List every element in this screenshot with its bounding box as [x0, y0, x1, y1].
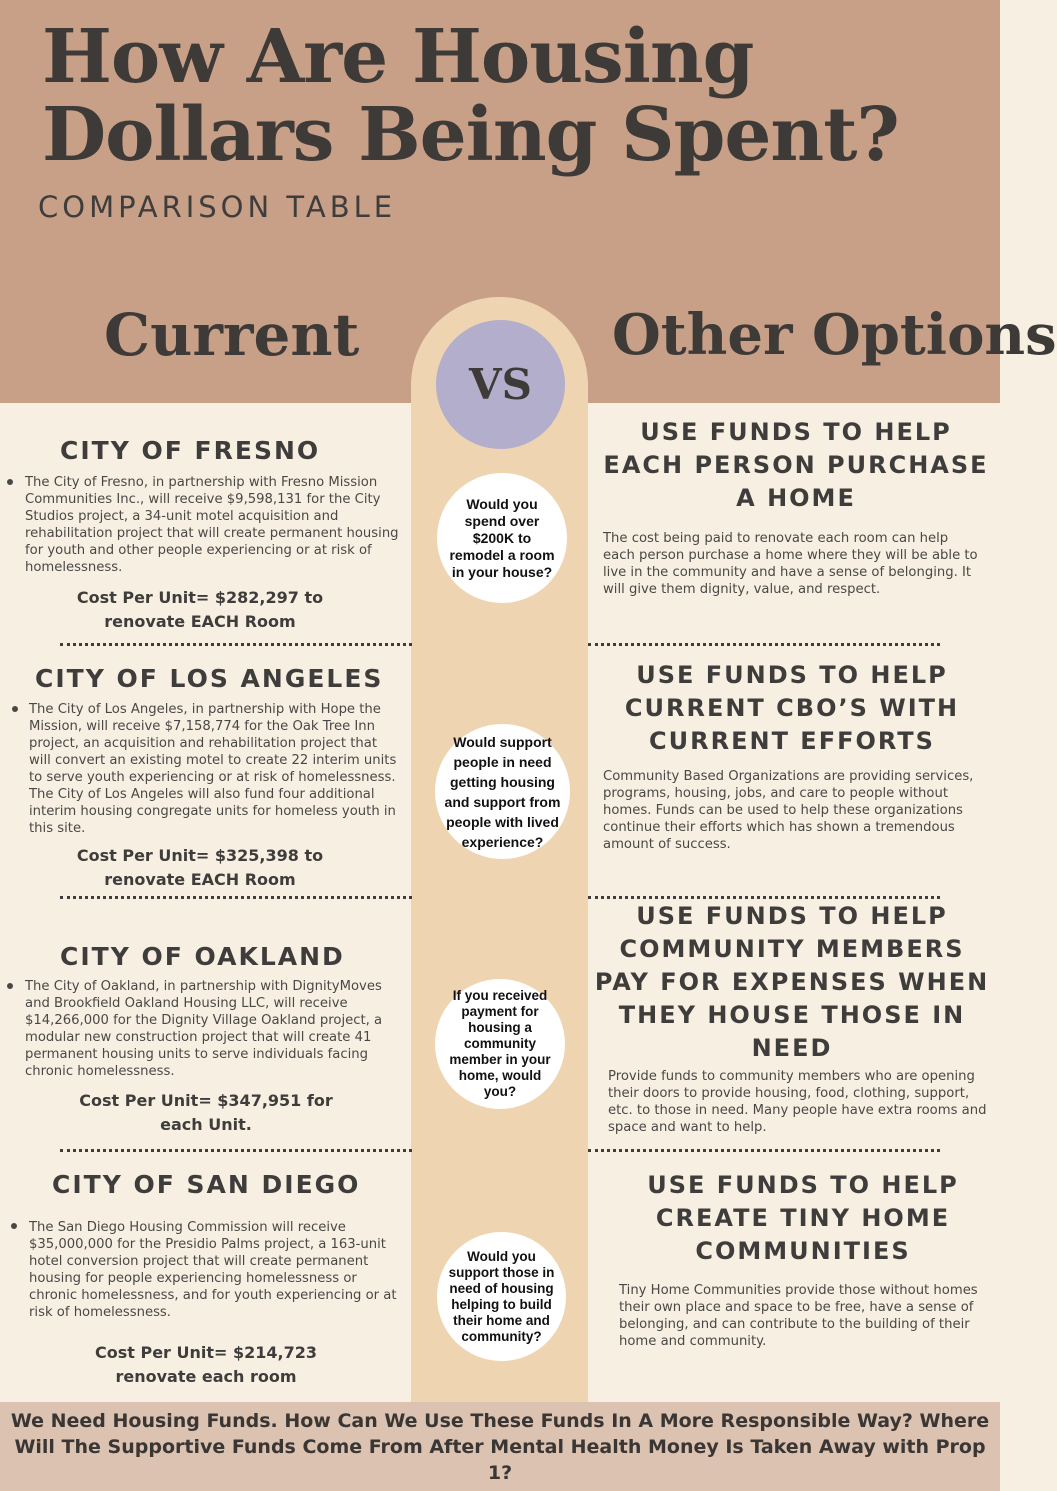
- cost-per-unit-fresno: [30, 586, 370, 634]
- cost-line-2: renovate EACH Room: [104, 612, 296, 631]
- bullet: [11, 1223, 17, 1229]
- cost-line-1: Cost Per Unit= $325,398 to: [76, 846, 324, 865]
- city-title-fresno: CITY OF FRESNO: [60, 436, 321, 465]
- bullet: [12, 706, 18, 712]
- question-circle-4: Would you support those in need of housing helping to build their home and community?: [437, 1232, 566, 1361]
- cost-line-2: each Unit.: [160, 1115, 252, 1134]
- cost-line-2: renovate EACH Room: [104, 870, 296, 889]
- cost-line-1: Cost Per Unit= $282,297 to: [76, 588, 324, 607]
- option-title-tiny-homes: USE FUNDS TO HELP CREATE TINY HOME COMMUNITIES: [647, 1171, 959, 1265]
- option-description-tiny-homes: Tiny Home Communities provide those without homes their own place and space to be free, have a sense of belonging, and can contribute to the building of their home and community.: [619, 1283, 978, 1349]
- cost-line-1: Cost Per Unit= $347,951 for: [79, 1091, 333, 1110]
- cost-per-unit-san-diego: [36, 1341, 376, 1389]
- question-circle-2: Would support people in need getting housing and support from people with lived experience?: [435, 724, 570, 859]
- option-description-community-members: Provide funds to community members who are opening their doors to provide housing, food, clothing, support, etc. to those in need. Many people have extra rooms and space and want to help.: [608, 1069, 987, 1135]
- divider: [60, 896, 412, 899]
- other-options-heading: Other Options: [612, 302, 1057, 368]
- bullet: [7, 983, 13, 989]
- divider: [60, 643, 412, 646]
- cost-line-2: renovate each room: [115, 1367, 297, 1386]
- vs-label: VS: [469, 360, 532, 409]
- divider: [588, 1149, 940, 1152]
- question-circle-3: If you received payment for housing a community member in your home, would you?: [435, 979, 565, 1109]
- divider: [588, 643, 940, 646]
- cost-per-unit-los-angeles: [30, 844, 370, 892]
- option-title-community-members: USE FUNDS TO HELP COMMUNITY MEMBERS PAY FOR EXPENSES WHEN THEY HOUSE THOSE IN NEED: [594, 902, 990, 1062]
- question-circle-1: Would you spend over $200K to remodel a room in your house?: [437, 473, 567, 603]
- title-line-1: How Are Housing: [42, 14, 754, 100]
- city-description-oakland: The City of Oakland, in partnership with DignityMoves and Brookfield Oakland Housing LLC, will receive $14,266,000 for the Dignity Village Oakland project, a modular new construction project that will create 41 permanent housing units to serve individuals facing chronic homelessness.: [25, 979, 383, 1079]
- bullet: [7, 479, 13, 485]
- option-description-cbos: Community Based Organizations are providing services, programs, housing, jobs, and care to people without homes. Funds can be used to help these organizations continue their efforts which has shown a tremendous amount of success.: [603, 769, 974, 852]
- footer-text: We Need Housing Funds. How Can We Use These Funds In A More Responsible Way? Where Will The Supportive Funds Come From After Mental Health Money Is Taken Away with Prop 1?: [10, 1409, 990, 1484]
- city-title-los-angeles: CITY OF LOS ANGELES: [35, 664, 384, 693]
- city-description-fresno: The City of Fresno, in partnership with Fresno Mission Communities Inc., will receive $9,598,131 for the City Studios project, a 34-unit motel acquisition and rehabilitation project that will create permanent housing for youth and other people experiencing or at risk of homelessness.: [25, 475, 399, 575]
- city-description-san-diego: The San Diego Housing Commission will receive $35,000,000 for the Presidio Palms project, a 163-unit hotel conversion project that will create permanent housing for people experiencing homelessness or chronic homelessness, and for youth experiencing or at risk of homelessness.: [29, 1220, 397, 1320]
- divider: [588, 896, 940, 899]
- cost-line-1: Cost Per Unit= $214,723: [94, 1343, 317, 1362]
- current-heading: Current: [104, 301, 360, 369]
- page-subtitle: COMPARISON TABLE: [38, 190, 397, 224]
- option-title-purchase-home: USE FUNDS TO HELP EACH PERSON PURCHASE A HOME: [603, 418, 989, 512]
- title-line-2: Dollars Being Spent?: [42, 92, 899, 178]
- footer-band: [0, 1402, 1000, 1491]
- option-title-cbos: USE FUNDS TO HELP CURRENT CBO’S WITH CURRENT EFFORTS: [624, 661, 960, 755]
- divider: [60, 1149, 412, 1152]
- city-title-oakland: CITY OF OAKLAND: [60, 942, 345, 971]
- city-description-los-angeles: The City of Los Angeles, in partnership with Hope the Mission, will receive $7,158,774 for the Oak Tree Inn project, an acquisition and rehabilitation project that will convert an existing motel to create 22 interim units to serve youth experiencing or at risk of homelessness. The City of Los Angeles will also fund four additional interim housing congregate units for homeless youth in this site.: [29, 702, 397, 836]
- page-title: [42, 14, 942, 178]
- vs-badge: [436, 320, 565, 449]
- city-title-san-diego: CITY OF SAN DIEGO: [52, 1170, 361, 1199]
- cost-per-unit-oakland: [36, 1089, 376, 1137]
- option-description-purchase-home: The cost being paid to renovate each room can help each person purchase a home where they will be able to live in the community and have a sense of belonging. It will give them dignity, value, and respect.: [603, 531, 978, 597]
